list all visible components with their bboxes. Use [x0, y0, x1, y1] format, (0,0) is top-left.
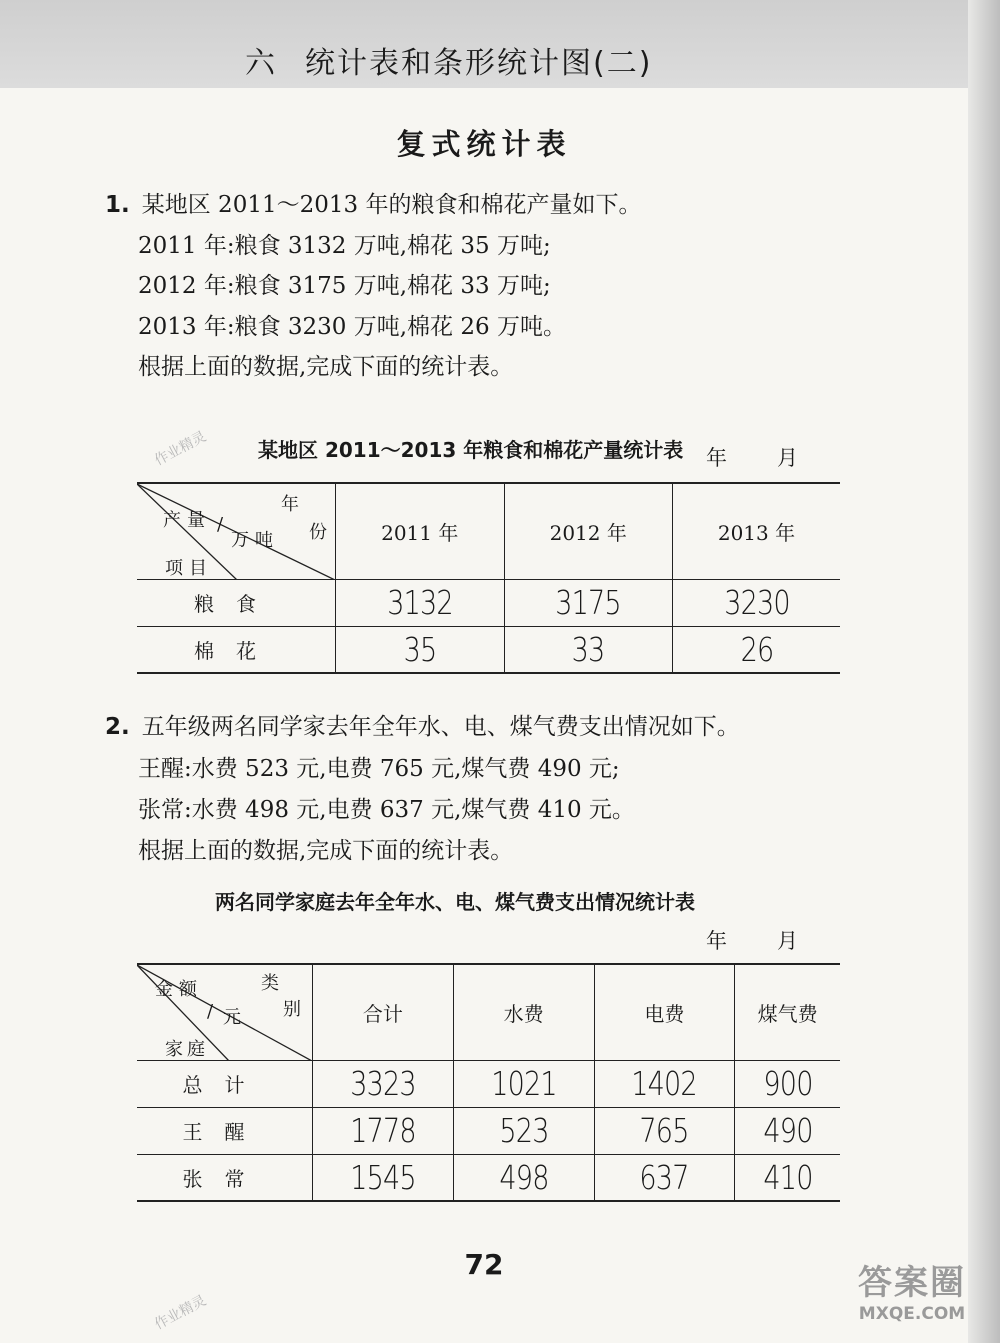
- q1-cell-value: 3175: [555, 583, 622, 622]
- table-row: [137, 579, 840, 626]
- q2-diagonal-header: [137, 964, 313, 1060]
- q1-diag-bottom: 项目: [165, 558, 213, 579]
- q2-cell-value: 498: [499, 1157, 549, 1197]
- chapter-title: [245, 38, 652, 82]
- q1-line-2: 2012 年:粮食 3175 万吨,棉花 33 万吨;: [138, 273, 551, 299]
- q2-diag-unit: 元: [223, 1007, 241, 1028]
- q2-row-label: 总计: [137, 1060, 313, 1107]
- q1-diagonal-header: [137, 483, 336, 579]
- q2-prompt: [105, 708, 740, 741]
- q2-diag-bottom: 家庭: [165, 1039, 209, 1060]
- q2-cell-value: 765: [639, 1111, 690, 1150]
- q2-cell-value: 1402: [631, 1064, 698, 1103]
- q1-diag-unit: 万吨: [231, 530, 279, 551]
- q2-cell-value: 1021: [490, 1064, 557, 1103]
- q2-cell-value: 523: [499, 1111, 549, 1150]
- q1-cell-value: 26: [740, 629, 773, 669]
- q2-table: [137, 963, 840, 1202]
- table-row: [137, 626, 840, 673]
- q1-table: [137, 482, 840, 674]
- page-edge-shadow: [968, 0, 1000, 1343]
- q2-line-1: 王醒:水费 523 元,电费 765 元,煤气费 490 元;: [138, 756, 620, 782]
- watermark: 作业精灵: [151, 428, 209, 470]
- q2-col-header: 电费: [594, 964, 735, 1060]
- q1-cell-value: 33: [571, 629, 605, 669]
- q1-number: 1.: [105, 192, 130, 218]
- q2-diag-right: 别: [283, 999, 301, 1020]
- q2-line-3: 根据上面的数据,完成下面的统计表。: [138, 838, 514, 864]
- q2-col-header: 水费: [453, 964, 594, 1060]
- q2-cell-value: 1778: [350, 1111, 416, 1150]
- q1-diag-top-right: 年: [281, 494, 299, 515]
- q2-month-label: 月: [777, 929, 798, 953]
- table-row: [137, 1154, 840, 1201]
- q1-col-header: 2012 年: [504, 483, 673, 579]
- q2-row-label: 王醒: [137, 1107, 313, 1154]
- q2-diag-slash: /: [207, 1001, 214, 1022]
- q2-table-title: 两名同学家庭去年全年水、电、煤气费支出情况统计表: [215, 890, 695, 914]
- table-row: [137, 1107, 840, 1154]
- q1-diag-left: 产量: [163, 510, 211, 531]
- q2-number: 2.: [105, 714, 130, 740]
- q2-cell-value: 1545: [350, 1157, 416, 1197]
- q2-col-header: 合计: [313, 964, 454, 1060]
- q2-row-label: 张常: [137, 1154, 313, 1201]
- q2-cell-value: 900: [763, 1064, 813, 1103]
- page-number: 72: [464, 1248, 504, 1281]
- chapter-title-text: 统计表和条形统计图(二): [305, 46, 653, 81]
- q1-line-4: 根据上面的数据,完成下面的统计表。: [138, 354, 514, 380]
- q1-line-3: 2013 年:粮食 3230 万吨,棉花 26 万吨。: [138, 314, 566, 340]
- section-title: 复式统计表: [396, 127, 572, 161]
- q2-cell-value: 410: [763, 1157, 813, 1197]
- q1-year-label: 年: [706, 446, 727, 470]
- q2-cell-value: 490: [763, 1111, 813, 1150]
- q1-table-title: 某地区 2011～2013 年粮食和棉花产量统计表: [258, 438, 684, 462]
- q1-header-row: [137, 483, 840, 579]
- q1-cell-value: 3132: [386, 583, 453, 622]
- site-logo: [832, 1262, 992, 1334]
- q1-diag-right: 份: [309, 522, 327, 543]
- q2-line-0: 五年级两名同学家去年全年水、电、煤气费支出情况如下。: [141, 714, 740, 740]
- q2-diag-left: 金额: [155, 979, 203, 1000]
- q2-date-line: [706, 925, 798, 955]
- q2-cell-value: 637: [639, 1157, 690, 1197]
- q1-cell-value: 3230: [723, 583, 790, 622]
- q1-diag-slash: /: [217, 514, 224, 535]
- watermark: 作业精灵: [151, 1292, 209, 1334]
- q1-line-1: 2011 年:粮食 3132 万吨,棉花 35 万吨;: [138, 233, 551, 259]
- chapter-number: 六: [245, 46, 277, 81]
- q2-cell-value: 3323: [350, 1064, 416, 1103]
- q1-cell-value: 35: [403, 629, 437, 669]
- q1-date-line: [706, 442, 798, 472]
- table-row: [137, 1060, 840, 1107]
- q2-line-2: 张常:水费 498 元,电费 637 元,煤气费 410 元。: [138, 797, 635, 823]
- q1-col-header: 2011 年: [336, 483, 505, 579]
- site-logo-sub: MXQE.COM: [858, 1304, 966, 1324]
- q1-line-0: 某地区 2011～2013 年的粮食和棉花产量如下。: [141, 192, 642, 218]
- site-logo-main: 答案圈: [858, 1263, 966, 1303]
- q1-col-header: 2013 年: [673, 483, 841, 579]
- q1-row-label: 粮食: [137, 579, 336, 626]
- q1-prompt: [105, 186, 641, 219]
- q1-row-label: 棉花: [137, 626, 336, 673]
- q2-header-row: [137, 964, 840, 1060]
- q2-year-label: 年: [706, 929, 727, 953]
- q1-month-label: 月: [777, 446, 798, 470]
- q2-col-header: 煤气费: [735, 964, 840, 1060]
- q2-diag-top-right: 类: [261, 973, 279, 994]
